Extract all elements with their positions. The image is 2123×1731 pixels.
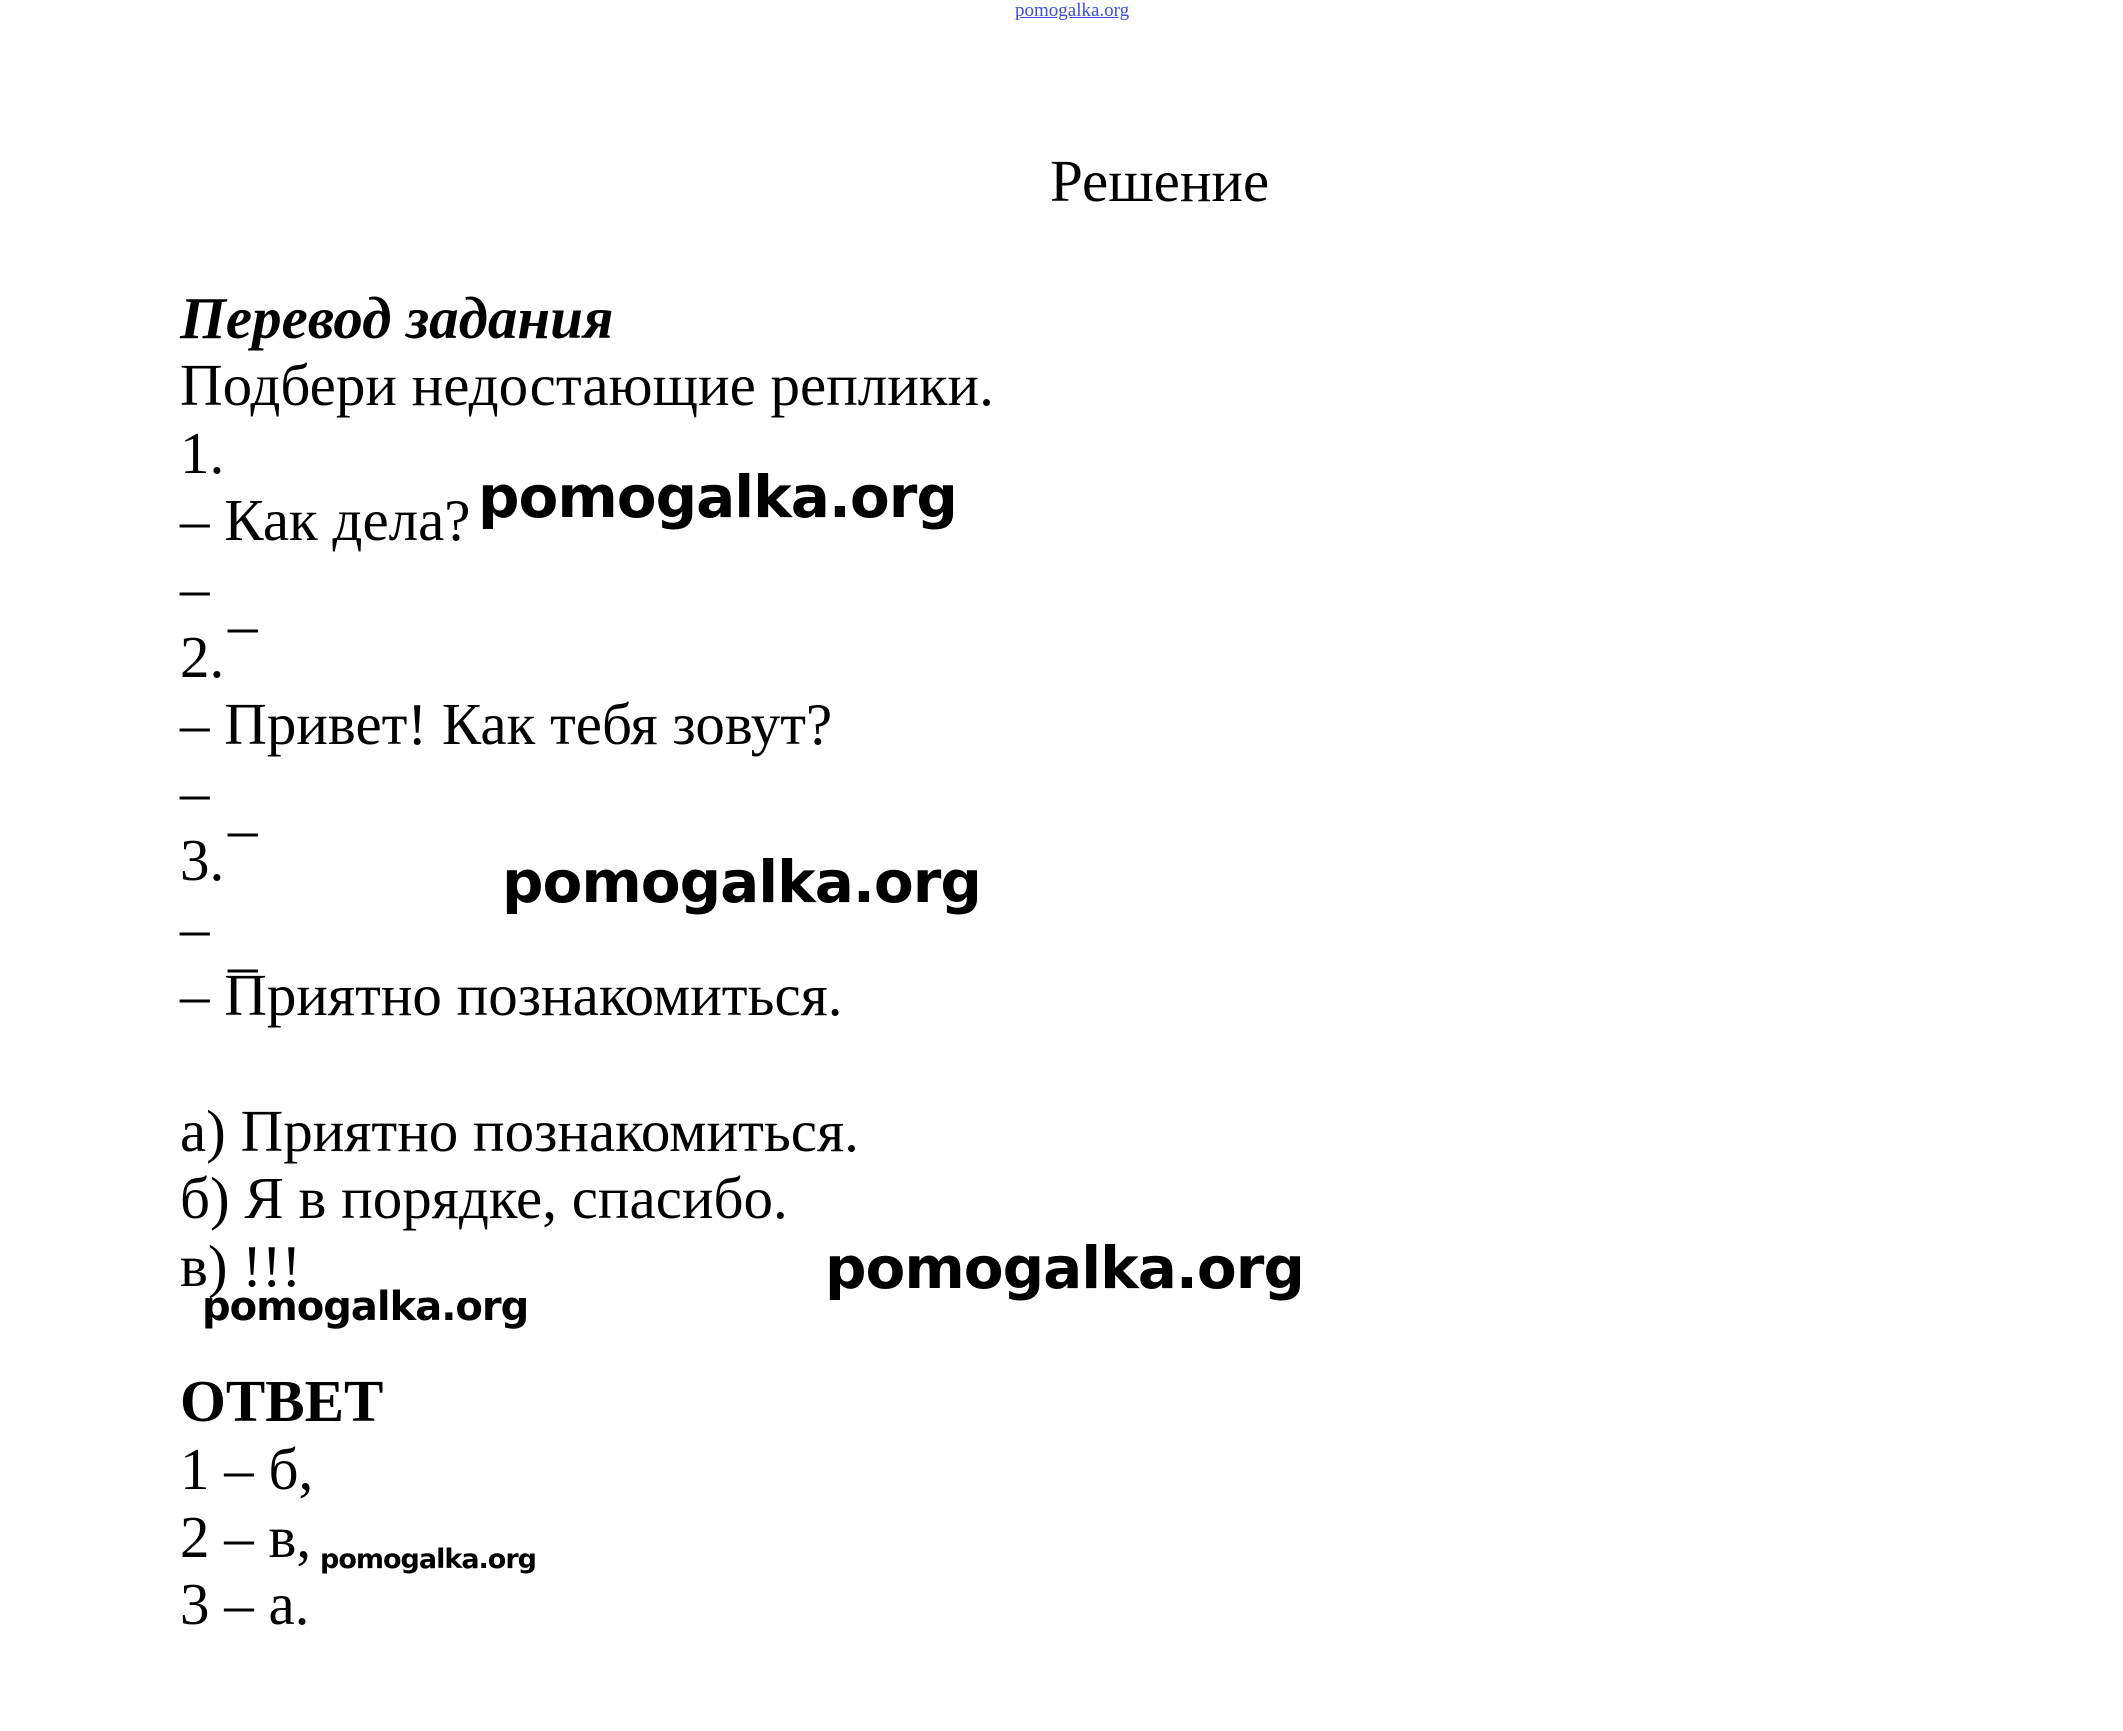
task-instruction: Подбери недостающие реплики. xyxy=(180,352,994,418)
dialog-3-line-1: – xyxy=(180,895,210,961)
dialog-1-blank: _ xyxy=(228,572,258,638)
dialog-2-line-2: – xyxy=(180,759,210,825)
dialog-2-number: 2. xyxy=(180,624,225,690)
dialog-1-number: 1. xyxy=(180,420,225,486)
option-v: в) !!! xyxy=(180,1233,302,1299)
page-title: Решение xyxy=(1050,148,1270,214)
answer-title: ОТВЕТ xyxy=(180,1368,384,1434)
watermark-5: pomogalka.org xyxy=(320,1544,536,1575)
dialog-3-line-2: – Приятно познакомиться. xyxy=(180,962,843,1028)
answer-item-1: 1 – б, xyxy=(180,1436,314,1502)
watermark-4: pomogalka.org xyxy=(202,1284,529,1330)
dialog-3-blank: _ xyxy=(228,912,258,978)
option-a: а) Приятно познакомиться. xyxy=(180,1098,859,1164)
dialog-3-number: 3. xyxy=(180,827,225,893)
dialog-1-line-1: – Как дела? xyxy=(180,487,471,553)
option-b: б) Я в порядке, спасибо. xyxy=(180,1165,788,1231)
dialog-1-line-2: – xyxy=(180,555,210,621)
answer-item-3: 3 – а. xyxy=(180,1571,310,1637)
section-subtitle: Перевод задания xyxy=(180,285,614,351)
watermark-1: pomogalka.org xyxy=(478,463,957,531)
source-link[interactable]: pomogalka.org xyxy=(1015,0,1130,21)
dialog-2-blank: _ xyxy=(228,776,258,842)
dialog-2-line-1: – Привет! Как тебя зовут? xyxy=(180,691,833,757)
watermark-3: pomogalka.org xyxy=(825,1234,1304,1302)
watermark-2: pomogalka.org xyxy=(502,848,981,916)
answer-item-2: 2 – в, xyxy=(180,1504,312,1570)
